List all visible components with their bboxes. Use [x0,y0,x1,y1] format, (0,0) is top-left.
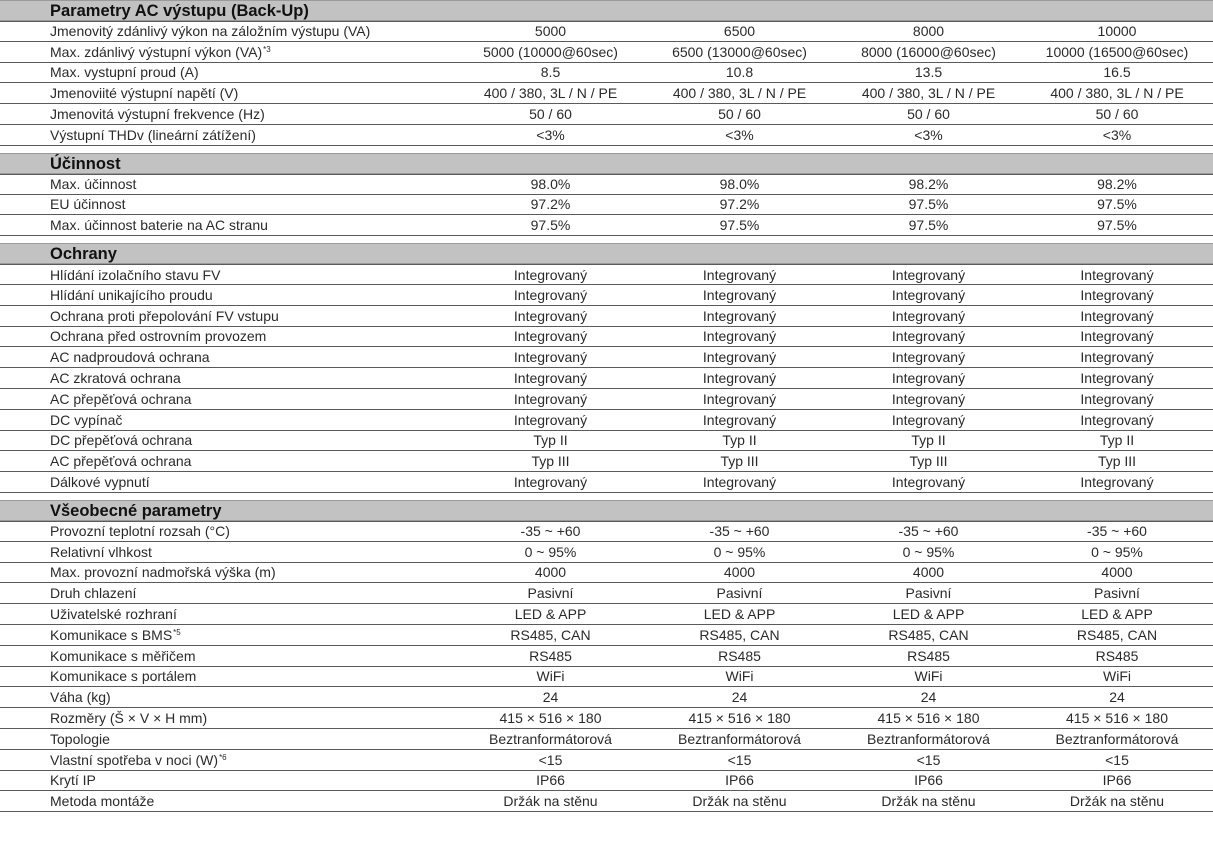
spec-value: Integrovaný [513,286,588,303]
spec-label [0,23,456,39]
spec-value: Integrovaný [1080,390,1154,407]
spec-row [0,42,1213,63]
spec-value: 8.5 [540,64,561,81]
spec-value: -35 ~ +60 [1087,523,1147,540]
spec-value: 98.2% [1097,176,1137,193]
spec-row [0,687,1213,708]
spec-value: Integrovaný [702,474,777,491]
section-gap [0,493,1213,500]
spec-value: Typ III [531,453,570,470]
spec-label [0,176,456,192]
spec-value: Beztranformátorová [489,730,612,747]
spec-label [0,106,456,122]
spec-label [0,564,456,580]
spec-value: 0 ~ 95% [713,543,766,560]
spec-value: Integrovaný [891,370,966,387]
spec-label-text: AC zkratová ochrana [50,370,181,387]
spec-value: Integrovaný [702,349,777,366]
spec-label-text: Max. provozní nadmořská výška (m) [50,564,276,581]
spec-row [0,646,1213,667]
spec-label-text: Dálkové vypnutí [50,474,150,491]
spec-value: 13.5 [914,64,943,81]
spec-value: Držák na stěnu [503,793,598,810]
spec-value: Integrovaný [513,411,588,428]
spec-label [0,196,456,212]
spec-value: Pasivní [1094,585,1140,602]
footnote-marker: *6 [219,752,227,762]
spec-label-text: Uživatelské rozhraní [50,606,177,623]
spec-label-text: Vlastní spotřeba v noci (W) [50,751,219,768]
spec-value: Integrovaný [702,286,777,303]
spec-label [0,308,456,324]
spec-value: 400 / 380, 3L / N / PE [483,85,618,102]
spec-value: Integrovaný [702,370,777,387]
spec-label-text: Výstupní THDv (lineární zátížení) [50,126,256,143]
spec-label [0,370,456,386]
spec-label [0,585,456,601]
spec-value: 5000 [534,23,567,40]
spec-value: Beztranformátorová [678,730,801,747]
spec-label-text: DC přepěťová ochrana [50,432,193,449]
spec-row [0,83,1213,104]
footnote-marker: *5 [173,627,181,637]
spec-label-text: Hlídání unikajícího proudu [50,286,213,303]
spec-row [0,604,1213,625]
spec-value: <15 [538,751,563,768]
spec-value: RS485, CAN [699,626,780,643]
spec-value: 24 [542,689,559,706]
spec-row [0,708,1213,729]
spec-value: 0 ~ 95% [1091,543,1143,560]
spec-value: RS485, CAN [1076,626,1158,643]
spec-value: 98.0% [530,176,571,193]
spec-label [0,606,456,622]
spec-label [0,668,456,684]
spec-label [0,349,456,365]
spec-value: IP66 [536,772,565,789]
spec-row [0,472,1213,493]
spec-value: LED & APP [1081,606,1153,623]
spec-value: 6500 (13000@60sec) [672,43,807,60]
spec-row [0,347,1213,368]
spec-row [0,431,1213,452]
spec-row [0,285,1213,306]
spec-label-text: Komunikace s portálem [50,668,197,685]
spec-value: Integrovaný [891,349,966,366]
spec-row [0,264,1213,285]
spec-label-text: Relativní vlhkost [50,543,152,560]
spec-value: Integrovaný [1080,411,1154,428]
spec-value: Integrovaný [1080,286,1154,303]
spec-row [0,104,1213,125]
spec-value: Pasivní [716,585,763,602]
spec-value: 97.5% [1097,217,1137,234]
spec-label [0,453,456,469]
spec-value: 16.5 [1103,64,1131,81]
spec-label-text: Rozměry (Š × V × H mm) [50,710,208,726]
spec-value: Integrovaný [1080,474,1154,491]
spec-label-text: Komunikace s měřičem [50,647,196,664]
spec-label-text: AC přepěťová ochrana [50,453,192,470]
spec-value: <15 [1105,751,1129,768]
spec-value: 400 / 380, 3L / N / PE [672,85,807,102]
spec-label [0,328,456,344]
spec-value: 0 ~ 95% [902,543,955,560]
spec-value: Typ II [1099,432,1135,449]
spec-label-text: AC přepěťová ochrana [50,390,192,407]
spec-value: 415 × 516 × 180 [688,710,791,726]
spec-row [0,63,1213,84]
spec-value: 24 [731,689,748,706]
spec-value: Integrovaný [1080,349,1154,366]
spec-row [0,771,1213,792]
spec-label-text: Max. účinnost [50,176,137,193]
spec-label-text: Max. zdánlivý výstupní výkon (VA) [50,43,263,60]
spec-value: RS485, CAN [888,626,969,643]
spec-value: 415 × 516 × 180 [877,710,980,726]
spec-value: Typ II [911,432,946,449]
spec-row [0,215,1213,236]
spec-label [0,772,456,788]
spec-value: Integrovaný [891,307,966,324]
spec-label-text: Max. vystupní proud (A) [50,64,199,81]
section-rows [0,174,1213,236]
spec-value: 0 ~ 95% [524,543,577,560]
spec-value: Typ II [722,432,757,449]
spec-value: 8000 [912,23,945,40]
spec-value: 97.5% [719,217,760,234]
spec-row [0,750,1213,771]
spec-value: Integrovaný [702,266,777,283]
spec-value: -35 ~ +60 [709,523,770,540]
footnote-marker: *3 [263,44,271,54]
spec-value: Integrovaný [513,370,588,387]
spec-value: RS485 [907,647,950,664]
spec-label-text: Hlídání izolačního stavu FV [50,266,221,283]
spec-label-text: Druh chlazení [50,585,137,602]
spec-value: Integrovaný [513,307,588,324]
section-rows [0,21,1213,146]
spec-label [0,217,456,233]
spec-value: -35 ~ +60 [898,523,959,540]
spec-value: <3% [914,126,943,143]
spec-label [0,474,456,490]
spec-value: Integrovaný [513,349,588,366]
spec-value: Integrovaný [513,474,588,491]
spec-label [0,44,456,60]
spec-value: LED & APP [892,606,965,623]
spec-value: Integrovaný [891,328,966,345]
spec-value: 10.8 [725,64,754,81]
spec-value: LED & APP [703,606,776,623]
spec-value: Integrovaný [513,390,588,407]
spec-value: 6500 [723,23,756,40]
spec-value: 50 / 60 [529,106,572,123]
spec-value: 50 / 60 [907,106,950,123]
spec-label [0,627,456,643]
spec-label-text: Ochrana proti přepolování FV vstupu [50,307,279,324]
spec-value: Beztranformátorová [867,730,990,747]
spec-value: 400 / 380, 3L / N / PE [1050,85,1184,102]
spec-value: 10000 [1097,23,1137,40]
spec-row [0,368,1213,389]
spec-label-text: Krytí IP [50,772,96,789]
spec-value: Integrovaný [891,286,966,303]
spec-value: 97.2% [530,196,571,213]
spec-row [0,542,1213,563]
spec-row [0,125,1213,146]
spec-value: 98.0% [719,176,760,193]
spec-label-text: Jmenovitý zdánlivý výkon na záložním výstupu (VA) [50,23,371,40]
spec-value: Integrovaný [702,328,777,345]
spec-value: 8000 (16000@60sec) [861,43,996,60]
spec-value: 97.5% [908,217,949,234]
spec-label-text: Komunikace s BMS [50,626,173,643]
spec-value: 98.2% [908,176,949,193]
spec-value: Integrovaný [513,266,588,283]
spec-row [0,327,1213,348]
spec-value: 5000 (10000@60sec) [483,43,618,60]
spec-value: Integrovaný [702,411,777,428]
spec-label [0,731,456,747]
spec-row [0,667,1213,688]
spec-label-text: Jmenovitá výstupní frekvence (Hz) [50,106,265,123]
spec-value: 10000 (16500@60sec) [1045,43,1189,60]
spec-value: 24 [920,689,937,706]
spec-value: WiFi [1103,668,1131,685]
section-rows [0,264,1213,493]
section-rows [0,521,1213,812]
section-header: Ochrany [0,243,1213,264]
spec-value: <15 [727,751,752,768]
spec-value: Integrovaný [891,411,966,428]
spec-value: Typ II [533,432,568,449]
spec-row [0,306,1213,327]
spec-label-text: Topologie [50,730,110,747]
spec-value: LED & APP [514,606,587,623]
spec-row [0,521,1213,542]
spec-row [0,791,1213,812]
spec-value: <15 [916,751,941,768]
spec-row [0,563,1213,584]
spec-label-text: EU účinnost [50,196,126,213]
section-header: Parametry AC výstupu (Back-Up) [0,0,1213,21]
spec-value: Držák na stěnu [692,793,787,810]
spec-value: RS485 [718,647,761,664]
spec-value: 415 × 516 × 180 [499,710,602,726]
spec-row [0,451,1213,472]
section-header: Všeobecné parametry [0,500,1213,521]
spec-label [0,648,456,664]
spec-value: 400 / 380, 3L / N / PE [861,85,996,102]
spec-value: 415 × 516 × 180 [1066,710,1168,726]
spec-row [0,389,1213,410]
spec-value: Pasivní [905,585,952,602]
spec-value: Integrovaný [1080,307,1154,324]
spec-value: <3% [725,126,754,143]
spec-value: Pasivní [527,585,574,602]
spec-value: 4000 [723,564,756,581]
spec-value: <3% [536,126,565,143]
spec-value: 24 [1109,689,1125,706]
spec-value: Integrovaný [1080,328,1154,345]
spec-label [0,432,456,448]
spec-value: IP66 [914,772,943,789]
spec-value: 97.5% [530,217,571,234]
spec-label [0,689,456,705]
section-header: Účinnost [0,153,1213,174]
spec-value: Beztranformátorová [1055,730,1179,747]
spec-value: Držák na stěnu [881,793,976,810]
spec-value: WiFi [725,668,754,685]
spec-label-text: Max. účinnost baterie na AC stranu [50,217,268,234]
spec-value: 50 / 60 [1095,106,1139,123]
spec-value: 97.2% [719,196,760,213]
section-gap [0,236,1213,243]
spec-label-text: AC nadproudová ochrana [50,349,210,366]
spec-label [0,710,456,726]
spec-value: Integrovaný [513,328,588,345]
spec-label [0,85,456,101]
section-gap [0,146,1213,153]
spec-value: Integrovaný [1080,370,1154,387]
spec-value: Integrovaný [702,307,777,324]
spec-row [0,729,1213,750]
spec-value: <3% [1102,126,1132,143]
spec-value: WiFi [914,668,943,685]
spec-label-text: Ochrana před ostrovním provozem [50,328,267,345]
spec-label-text: Jmenoviité výstupní napětí (V) [50,85,239,102]
spec-row [0,625,1213,646]
spec-row [0,583,1213,604]
spec-value: Integrovaný [1080,266,1154,283]
spec-label-text: Provozní teplotní rozsah (°C) [50,523,230,540]
spec-value: WiFi [536,668,565,685]
spec-value: IP66 [725,772,754,789]
spec-label [0,412,456,428]
spec-label [0,752,456,768]
spec-value: Držák na stěnu [1069,793,1165,810]
spec-value: Typ III [1097,453,1137,470]
spec-label-text: Metoda montáže [50,793,155,810]
spec-row [0,174,1213,195]
spec-label [0,391,456,407]
spec-value: RS485 [529,647,572,664]
spec-label [0,544,456,560]
spec-value: Integrovaný [891,266,966,283]
spec-row [0,21,1213,42]
spec-value: Integrovaný [891,390,966,407]
spec-value: Typ III [909,453,948,470]
spec-value: 4000 [1101,564,1133,581]
spec-label [0,267,456,283]
spec-value: -35 ~ +60 [520,523,581,540]
spec-label [0,793,456,809]
spec-value: 50 / 60 [718,106,761,123]
spec-label [0,64,456,80]
spec-value: IP66 [1102,772,1132,789]
spec-label [0,523,456,539]
spec-row [0,195,1213,216]
spec-value: Typ III [720,453,759,470]
spec-value: RS485, CAN [510,626,591,643]
spec-value: 97.5% [1097,196,1137,213]
spec-row [0,410,1213,431]
spec-value: 97.5% [908,196,949,213]
spec-label [0,287,456,303]
spec-value: 4000 [912,564,945,581]
spec-value: Integrovaný [702,390,777,407]
spec-value: 4000 [534,564,567,581]
spec-label-text: Váha (kg) [50,689,111,706]
spec-label-text: DC vypínač [50,411,123,428]
spec-value: RS485 [1095,647,1139,664]
spec-label [0,127,456,143]
spec-value: Integrovaný [891,474,966,491]
